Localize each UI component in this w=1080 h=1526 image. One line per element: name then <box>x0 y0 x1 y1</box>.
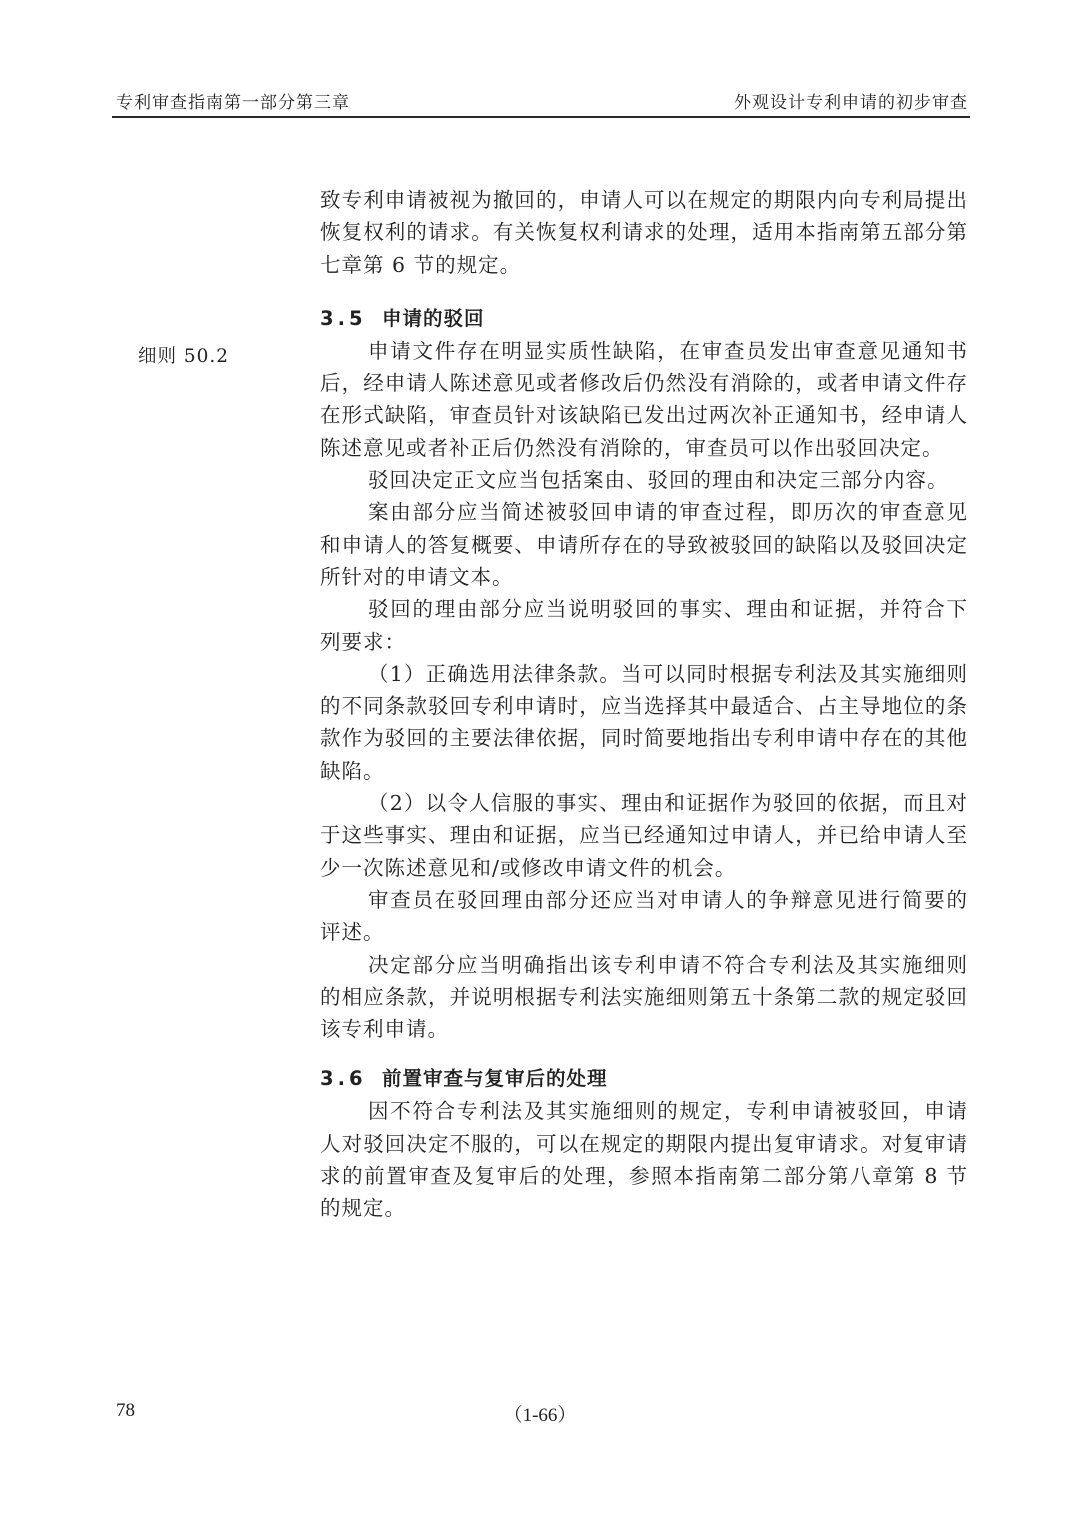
section-page-number: （1-66） <box>503 1405 577 1426</box>
section-title: 申请的驳回 <box>382 306 485 330</box>
continued-paragraph: 致专利申请被视为撤回的，申请人可以在规定的期限内向专利局提出恢复权利的请求。有关恢复权利请求的处理，适用本指南第五部分第七章第 6 节的规定。 <box>320 188 968 277</box>
paragraph: 因不符合专利法及其实施细则的规定，专利申请被驳回，申请人对驳回决定不服的，可以在规定的期限内提出复审请求。对复审请求的前置审查及复审后的处理，参照本指南第二部分第八章第 8 节的规定。 <box>320 1099 968 1221</box>
section-title: 前置审查与复审后的处理 <box>382 1067 608 1091</box>
list-item-requirement-1: （1）正确选用法律条款。当可以同时根据专利法及其实施细则的不同条款驳回专利申请时，应当选择其中最适合、占主导地位的条款作为驳回的主要法律依据，同时简要地指出专利申请中存在的其他缺陷。 <box>320 661 968 783</box>
page-number: 78 <box>116 1400 135 1421</box>
section-heading-3-5 <box>320 303 968 335</box>
margin-note-rule-reference: 细则 50.2 <box>138 346 230 367</box>
running-header-left: 专利审查指南第一部分第三章 <box>116 93 350 113</box>
paragraph: 驳回的理由部分应当说明驳回的事实、理由和证据，并符合下列要求： <box>320 597 968 654</box>
running-header-right: 外观设计专利申请的初步审查 <box>734 93 968 113</box>
paragraph: 决定部分应当明确指出该专利申请不符合专利法及其实施细则的相应条款，并说明根据专利法实施细则第五十条第二款的规定驳回该专利申请。 <box>320 952 968 1042</box>
header-divider <box>112 116 970 118</box>
list-item-requirement-2: （2）以令人信服的事实、理由和证据作为驳回的依据，而且对于这些事实、理由和证据，应当已经通知过申请人，并已给申请人至少一次陈述意见和/或修改申请文件的机会。 <box>320 791 968 880</box>
paragraph: 驳回决定正文应当包括案由、驳回的理由和决定三部分内容。 <box>368 468 949 493</box>
section-heading-3-6 <box>320 1063 968 1095</box>
paragraph: 审查员在驳回理由部分还应当对申请人的争辩意见进行简要的评述。 <box>320 887 968 945</box>
section-number: 3.6 <box>320 1067 367 1091</box>
paragraph: 申请文件存在明显实质性缺陷，在审查员发出审查意见通知书后，经申请人陈述意见或者修改后仍然没有消除的，或者申请文件存在形式缺陷，审查员针对该缺陷已发出过两次补正通知书，经申请人陈述意见或者补正后仍然没有消除的，审查员可以作出驳回决定。 <box>320 338 968 460</box>
paragraph: 案由部分应当简述被驳回申请的审查过程，即历次的审查意见和申请人的答复概要、申请所存在的导致被驳回的缺陷以及驳回决定所针对的申请文本。 <box>320 500 968 589</box>
section-number: 3.5 <box>320 306 367 330</box>
main-text <box>320 184 968 1225</box>
